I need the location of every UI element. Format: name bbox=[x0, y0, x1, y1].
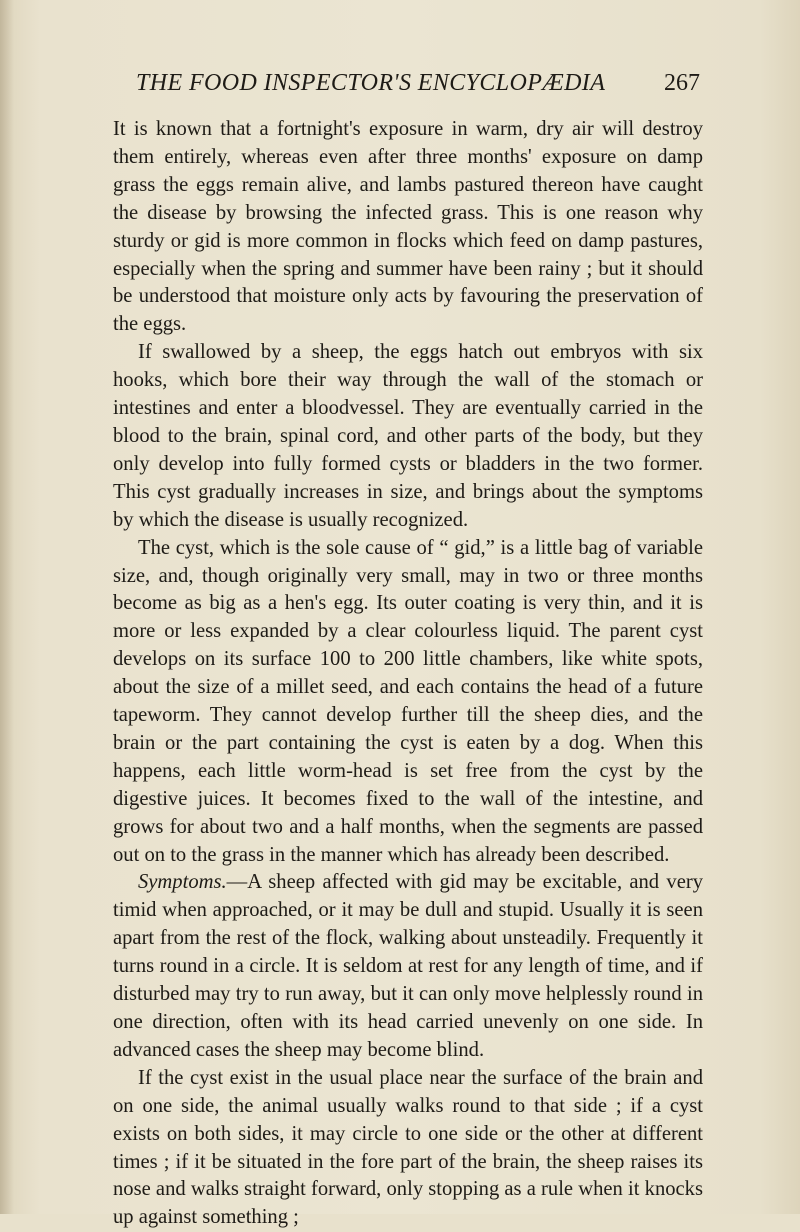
paragraph-2: If swallowed by a sheep, the eggs hatch out embryos with six hooks, which bore their way through the wall of the stomach or intestines and enter a bloodvessel. They are eventually carried in the blood to the brain, spinal cord, and other parts of the body, but they only develop into fully formed cysts or bladders in the two former. This cyst gradually increases in size, and brings about the symptoms by which the disease is usually recognized. bbox=[113, 341, 703, 531]
running-title: THE FOOD INSPECTOR'S ENCYCLOPÆDIA bbox=[136, 70, 606, 96]
paragraph-5: If the cyst exist in the usual place near the surface of the brain and on one side, the animal usually walks round to that side ; if a cyst exists on both sides, it may circle to one side or the other at different times ; if it be situated in the fore part of the brain, the sheep raises its nose and walks straight forward, only stopping as a rule when it knocks up against something ; bbox=[113, 1066, 703, 1229]
symptoms-heading: Symptoms. bbox=[138, 871, 227, 894]
paragraph-1: It is known that a fortnight's exposure in warm, dry air will destroy them entirely, whereas even after three months' exposure on damp grass the eggs remain alive, and lambs pastured thereon have caught the disease by browsing the infected grass. This is one reason why sturdy or gid is more common in flocks which feed on damp pastures, especially when the spring and summer have been rainy ; but it should be understood that moisture only acts by favouring the preservation of the eggs. bbox=[113, 118, 703, 336]
page-number: 267 bbox=[664, 70, 700, 96]
paragraph-3: The cyst, which is the sole cause of “ gid,” is a little bag of variable size, and, though originally very small, may in two or three months become as big as a hen's egg. Its outer coating is very thin, and it is more or less expanded by a clear colourless liquid. The parent cyst develops on its surface 100 to 200 little chambers, like white spots, about the size of a millet seed, and each contains the head of a future tapeworm. They cannot develop further till the sheep dies, and the brain or the part containing the cyst is eaten by a dog. When this happens, each little worm-head is set free from the cyst by the digestive juices. It becomes fixed to the wall of the intestine, and grows for about two and a half months, when the segments are passed out on to the grass in the manner which has already been described. bbox=[113, 536, 703, 866]
body-text bbox=[113, 116, 703, 1232]
gutter-shadow bbox=[0, 0, 14, 1214]
paragraph-4-text: —A sheep affected with gid may be excitable, and very timid when approached, or it may be dull and stupid. Usually it is seen apart from the rest of the flock, walking about unsteadily. Frequently it turns round in a circle. It is seldom at rest for any length of time, and if disturbed may try to run away, but it can only move helplessly round in one direction, often with its head carried unevenly on one side. In advanced cases the sheep may become blind. bbox=[113, 871, 703, 1061]
page-header bbox=[136, 70, 700, 106]
paragraph-4 bbox=[113, 869, 703, 1064]
